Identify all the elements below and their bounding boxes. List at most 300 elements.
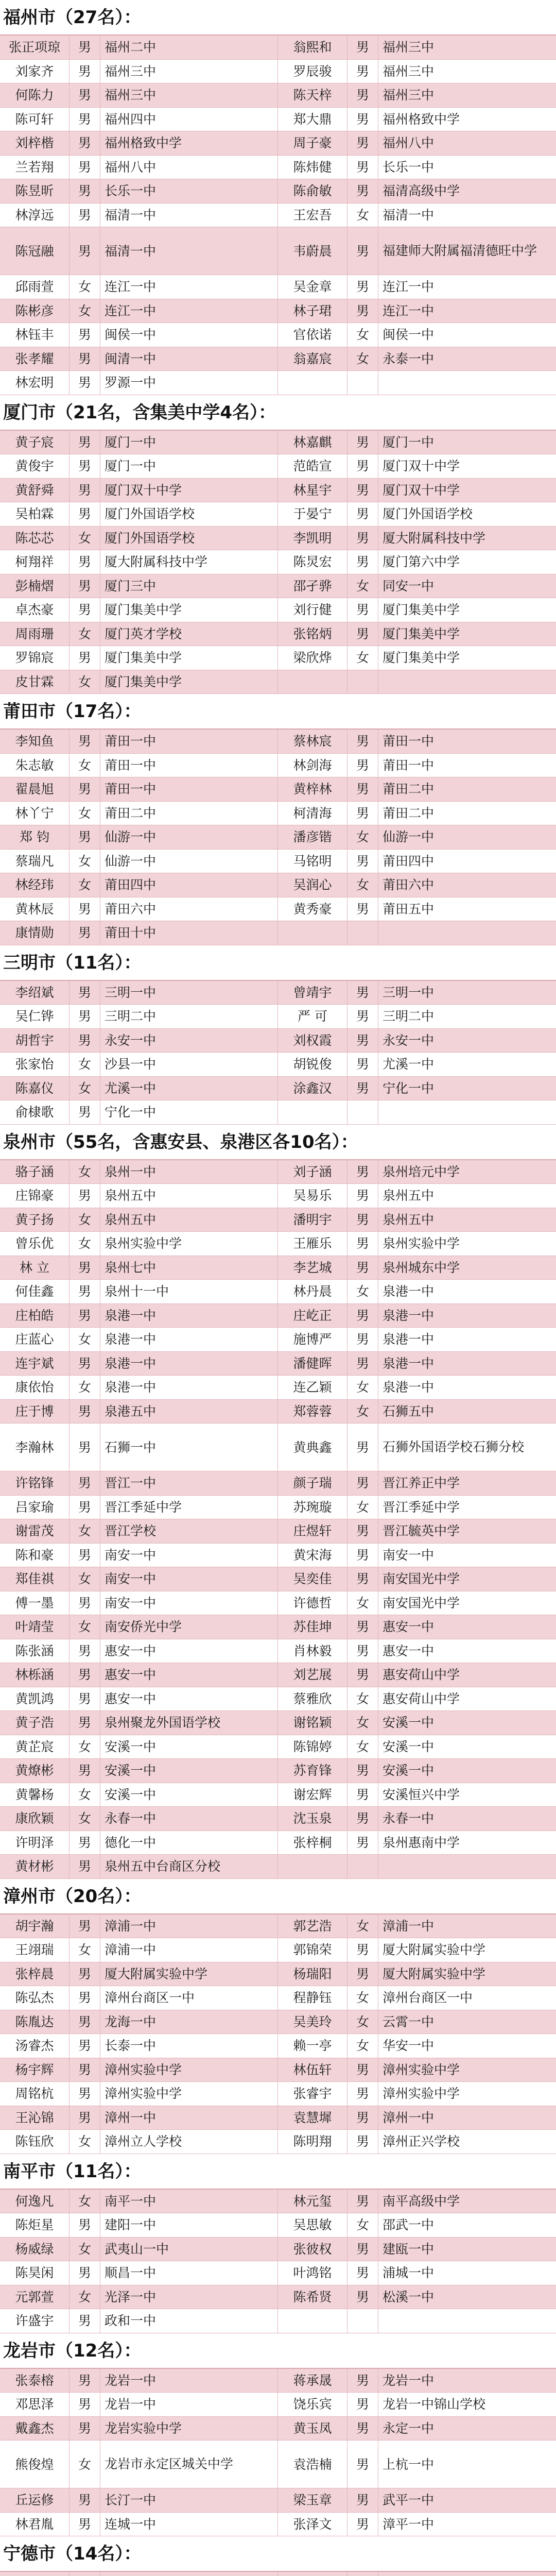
student-gender: 女 bbox=[70, 802, 100, 825]
table-row bbox=[0, 2106, 556, 2130]
student-gender: 男 bbox=[348, 227, 378, 275]
student-gender: 女 bbox=[348, 1735, 378, 1759]
student-gender: 男 bbox=[70, 431, 100, 454]
student-name: 林伍轩 bbox=[278, 2058, 348, 2082]
student-gender: 男 bbox=[348, 527, 378, 550]
student-gender: 男 bbox=[348, 2393, 378, 2416]
table-row bbox=[0, 1711, 556, 1735]
table-row bbox=[0, 108, 556, 132]
student-gender: 女 bbox=[348, 2010, 378, 2034]
student-name: 吕家瑜 bbox=[0, 1496, 70, 1519]
student-school: 南安国光中学 bbox=[383, 1595, 460, 1611]
student-gender: 男 bbox=[70, 502, 100, 526]
student-school: 永安一中 bbox=[100, 1029, 278, 1053]
student-name: 施博严 bbox=[278, 1328, 348, 1351]
student-school: 泉州五中 bbox=[100, 1208, 278, 1232]
table-row bbox=[0, 2058, 556, 2082]
student-gender: 女 bbox=[70, 2238, 100, 2261]
student-name: 何佳鑫 bbox=[0, 1280, 70, 1303]
student-name: 谢铭颖 bbox=[278, 1711, 348, 1735]
student-school: 莆田一中 bbox=[100, 730, 278, 753]
student-school: 福清高级中学 bbox=[383, 183, 460, 198]
student-gender: 男 bbox=[70, 981, 100, 1005]
student-gender: 女 bbox=[348, 2213, 378, 2237]
student-gender: 女 bbox=[70, 2190, 100, 2213]
student-school: 福州八中 bbox=[100, 156, 278, 179]
student-gender: 女 bbox=[348, 2034, 378, 2058]
student-name: 戴鑫杰 bbox=[0, 2417, 70, 2441]
student-school: 厦门集美中学 bbox=[383, 626, 460, 641]
table-row bbox=[0, 179, 556, 204]
student-name: 李凯明 bbox=[278, 527, 348, 550]
student-name: 康情勋 bbox=[0, 921, 70, 945]
student-name: 赖一亭 bbox=[278, 2034, 348, 2058]
student-school: 福州格致中学 bbox=[100, 131, 278, 155]
student-name: 周雨珊 bbox=[0, 622, 70, 646]
student-school: 上杭一中 bbox=[383, 2457, 435, 2472]
student-name: 郑佳祺 bbox=[0, 1567, 70, 1591]
student-name: 李瀚林 bbox=[0, 1423, 70, 1471]
student-name: 周铭杭 bbox=[0, 2082, 70, 2106]
student-school: 漳州正兴学校 bbox=[383, 2134, 460, 2149]
student-gender: 女 bbox=[70, 1615, 100, 1639]
table-row bbox=[0, 1986, 556, 2010]
student-school: 厦门三中 bbox=[100, 574, 278, 598]
student-gender: 男 bbox=[348, 1304, 378, 1328]
student-name: 何逸凡 bbox=[0, 2190, 70, 2213]
student-gender: 女 bbox=[70, 1567, 100, 1591]
student-school: 漳浦一中 bbox=[100, 1914, 278, 1938]
student-name: 邱雨萱 bbox=[0, 275, 70, 299]
student-name: 林星宇 bbox=[278, 479, 348, 502]
student-school: 南安国光中学 bbox=[383, 1571, 460, 1586]
student-gender: 女 bbox=[70, 873, 100, 897]
student-name: 黄凯鸿 bbox=[0, 1687, 70, 1711]
student-name: 黄子浩 bbox=[0, 1711, 70, 1735]
student-school: 安溪一中 bbox=[383, 1763, 435, 1778]
student-school: 石狮外国语学校石狮分校 bbox=[383, 1439, 525, 1454]
student-name: 吴润心 bbox=[278, 873, 348, 897]
student-gender: 男 bbox=[348, 2369, 378, 2393]
student-school: 福州八中 bbox=[383, 135, 435, 150]
student-school bbox=[378, 2572, 556, 2576]
table-row bbox=[0, 83, 556, 108]
student-name: 叶靖莹 bbox=[0, 1615, 70, 1639]
student-name: 陈锦婷 bbox=[278, 1735, 348, 1759]
student-school: 厦门英才学校 bbox=[100, 622, 278, 646]
student-gender: 男 bbox=[348, 1759, 378, 1783]
table-row bbox=[0, 1304, 556, 1328]
student-school: 泉州实验中学 bbox=[100, 1232, 278, 1256]
student-name: 林 立 bbox=[0, 1256, 70, 1280]
student-school: 石狮一中 bbox=[100, 1423, 278, 1471]
student-name: 陈炜健 bbox=[278, 156, 348, 179]
student-name: 庄于博 bbox=[0, 1400, 70, 1423]
student-gender: 男 bbox=[348, 1029, 378, 1053]
student-name: 梁玉章 bbox=[278, 2488, 348, 2512]
student-school: 泉港五中 bbox=[100, 1400, 278, 1423]
student-gender: 男 bbox=[348, 1232, 378, 1256]
student-school: 德化一中 bbox=[100, 1831, 278, 1855]
student-name: 于晏宁 bbox=[278, 502, 348, 526]
table-row bbox=[0, 1807, 556, 1831]
student-name: 皮甘霖 bbox=[0, 670, 70, 694]
student-school: 泉州十一中 bbox=[100, 1280, 278, 1303]
student-school: 漳州实验中学 bbox=[100, 2058, 278, 2082]
student-name bbox=[278, 371, 348, 395]
student-school: 长汀一中 bbox=[100, 2488, 278, 2512]
student-gender: 男 bbox=[348, 2058, 378, 2082]
student-school: 闽清一中 bbox=[100, 347, 278, 371]
student-gender: 女 bbox=[70, 1519, 100, 1543]
student-school: 漳州实验中学 bbox=[383, 2062, 460, 2077]
student-gender: 男 bbox=[348, 1208, 378, 1232]
student-gender: 女 bbox=[70, 1053, 100, 1076]
student-gender: 男 bbox=[348, 83, 378, 107]
student-gender: 男 bbox=[348, 36, 378, 59]
student-gender: 男 bbox=[348, 131, 378, 155]
table-row bbox=[0, 371, 556, 395]
student-school: 厦大附属实验中学 bbox=[383, 1942, 486, 1957]
student-gender: 男 bbox=[70, 921, 100, 945]
student-school: 光泽一中 bbox=[100, 2285, 278, 2309]
student-gender: 男 bbox=[70, 598, 100, 622]
student-gender: 女 bbox=[70, 1376, 100, 1399]
student-name: 吴美玲 bbox=[278, 2010, 348, 2034]
student-name: 柯翔祥 bbox=[0, 550, 70, 574]
student-name: 陈和豪 bbox=[0, 1544, 70, 1567]
student-school: 华安一中 bbox=[383, 2038, 435, 2053]
student-gender: 男 bbox=[70, 1663, 100, 1687]
student-school: 莆田四中 bbox=[100, 873, 278, 897]
student-school: 泉港一中 bbox=[100, 1304, 278, 1328]
student-name: 黄燎彬 bbox=[0, 1759, 70, 1783]
student-name: 许盛宇 bbox=[0, 2309, 70, 2333]
student-school: 尤溪一中 bbox=[383, 1057, 435, 1072]
student-name: 庄蓝心 bbox=[0, 1328, 70, 1351]
student-gender: 男 bbox=[348, 1184, 378, 1208]
student-name: 杨宇辉 bbox=[0, 2058, 70, 2082]
student-school: 福清一中 bbox=[383, 207, 435, 223]
student-school: 漳浦一中 bbox=[100, 1938, 278, 1962]
student-school: 南安侨光中学 bbox=[100, 1615, 278, 1639]
student-gender: 女 bbox=[70, 2130, 100, 2154]
student-gender: 男 bbox=[348, 1077, 378, 1100]
student-gender: 男 bbox=[70, 36, 100, 59]
student-school: 泉港一中 bbox=[100, 1328, 278, 1351]
student-gender: 男 bbox=[348, 1352, 378, 1376]
student-school: 莆田四中 bbox=[383, 853, 435, 869]
table-row bbox=[0, 1567, 556, 1591]
student-name: 陈俞敏 bbox=[278, 179, 348, 203]
student-name: 蔡林宸 bbox=[278, 730, 348, 753]
table-row bbox=[0, 2238, 556, 2262]
student-gender: 女 bbox=[348, 347, 378, 371]
student-gender: 男 bbox=[348, 299, 378, 323]
table-row bbox=[0, 1005, 556, 1029]
table-row bbox=[0, 2213, 556, 2238]
student-name: 林嘉麒 bbox=[278, 431, 348, 454]
student-school: 厦大附属实验中学 bbox=[383, 1966, 486, 1981]
student-gender: 男 bbox=[70, 347, 100, 371]
student-gender: 女 bbox=[70, 622, 100, 646]
table-row bbox=[0, 2572, 556, 2576]
table-row bbox=[0, 275, 556, 299]
table-row bbox=[0, 1759, 556, 1783]
section-header: 宁德市（14名）： bbox=[0, 2536, 556, 2572]
student-name: 刘艺展 bbox=[278, 1663, 348, 1687]
student-school: 泉州实验中学 bbox=[383, 1236, 460, 1251]
student-name: 连乙颖 bbox=[278, 1376, 348, 1399]
table-row bbox=[0, 1376, 556, 1400]
student-gender: 男 bbox=[70, 156, 100, 179]
student-name: 张彼权 bbox=[278, 2238, 348, 2261]
student-school: 厦门外国语学校 bbox=[100, 502, 278, 526]
student-gender: 男 bbox=[348, 897, 378, 921]
student-name: 邵孑骅 bbox=[278, 574, 348, 598]
student-gender: 女 bbox=[348, 574, 378, 598]
student-gender: 女 bbox=[348, 1376, 378, 1399]
student-name: 吴柏霖 bbox=[0, 502, 70, 526]
student-school bbox=[100, 2572, 278, 2576]
table-row bbox=[0, 1831, 556, 1855]
table-row bbox=[0, 1615, 556, 1639]
student-school: 惠安荷山中学 bbox=[383, 1691, 460, 1706]
student-gender: 男 bbox=[70, 2058, 100, 2082]
table-row bbox=[0, 622, 556, 647]
student-school: 泉港一中 bbox=[383, 1332, 435, 1347]
student-gender: 女 bbox=[70, 2441, 100, 2488]
student-name: 郑蓉蓉 bbox=[278, 1400, 348, 1423]
student-school: 闽侯一中 bbox=[100, 323, 278, 347]
student-name: 兰若翔 bbox=[0, 156, 70, 179]
student-gender: 女 bbox=[348, 825, 378, 849]
student-gender: 男 bbox=[70, 2417, 100, 2441]
table-row bbox=[0, 2309, 556, 2333]
student-name: 胡哲宇 bbox=[0, 1029, 70, 1053]
student-school: 龙岩一中 bbox=[100, 2393, 278, 2416]
student-name: 张孝耀 bbox=[0, 347, 70, 371]
student-gender: 女 bbox=[70, 1807, 100, 1831]
student-gender: 男 bbox=[348, 550, 378, 574]
section-header: 南平市（11名）： bbox=[0, 2154, 556, 2190]
table-row bbox=[0, 550, 556, 574]
student-school: 云霄一中 bbox=[383, 2014, 435, 2029]
student-gender: 女 bbox=[70, 299, 100, 323]
student-gender: 男 bbox=[348, 754, 378, 777]
student-name: 黄典鑫 bbox=[278, 1423, 348, 1471]
student-name: 王雁乐 bbox=[278, 1232, 348, 1256]
student-gender: 男 bbox=[70, 1352, 100, 1376]
student-name: 黄玉凤 bbox=[278, 2417, 348, 2441]
student-name: 吴易乐 bbox=[278, 1184, 348, 1208]
student-gender: 男 bbox=[348, 2238, 378, 2261]
student-school: 泉港一中 bbox=[383, 1308, 435, 1323]
student-school: 泉州五中 bbox=[383, 1188, 435, 1203]
student-school bbox=[378, 670, 556, 694]
student-gender: 男 bbox=[348, 1567, 378, 1591]
student-name: 丘运修 bbox=[0, 2488, 70, 2512]
table-row bbox=[0, 730, 556, 754]
student-name: 庄煜轩 bbox=[278, 1519, 348, 1543]
student-gender: 男 bbox=[348, 1639, 378, 1663]
student-name: 蒋承晟 bbox=[278, 2369, 348, 2393]
student-name: 陈昱昕 bbox=[0, 179, 70, 203]
student-gender: 男 bbox=[348, 1615, 378, 1639]
student-gender: 男 bbox=[70, 371, 100, 395]
student-school: 漳州台商区一中 bbox=[100, 1986, 278, 2010]
student-gender: 女 bbox=[348, 1687, 378, 1711]
student-name: 林丹晨 bbox=[278, 1280, 348, 1303]
student-school: 莆田二中 bbox=[100, 802, 278, 825]
student-gender: 男 bbox=[348, 1328, 378, 1351]
table-row bbox=[0, 1855, 556, 1879]
student-gender: 男 bbox=[70, 1639, 100, 1663]
table-row bbox=[0, 479, 556, 503]
student-gender: 男 bbox=[70, 1544, 100, 1567]
student-name: 颜子瑞 bbox=[278, 1471, 348, 1495]
student-school: 泉港一中 bbox=[383, 1380, 435, 1395]
student-gender: 男 bbox=[70, 897, 100, 921]
student-name: 黄秀豪 bbox=[278, 897, 348, 921]
student-gender: 男 bbox=[70, 1591, 100, 1615]
student-name: 吴金章 bbox=[278, 275, 348, 299]
student-name: 陈胤达 bbox=[0, 2010, 70, 2034]
table-row bbox=[0, 1663, 556, 1687]
student-gender: 男 bbox=[70, 2309, 100, 2333]
student-name: 黄馨杨 bbox=[0, 1783, 70, 1807]
student-name: 林栎涵 bbox=[0, 1663, 70, 1687]
student-school: 松溪一中 bbox=[383, 2289, 435, 2304]
table-row bbox=[0, 1938, 556, 1962]
student-name: 张家怡 bbox=[0, 1053, 70, 1076]
table-row bbox=[0, 131, 556, 156]
student-name: 陈希贤 bbox=[278, 2285, 348, 2309]
student-gender: 男 bbox=[70, 646, 100, 670]
student-gender: 男 bbox=[70, 227, 100, 275]
student-gender bbox=[348, 371, 378, 395]
student-name: 汤睿杰 bbox=[0, 2034, 70, 2058]
table-row bbox=[0, 873, 556, 897]
table-row bbox=[0, 1471, 556, 1496]
student-name: 张梓晨 bbox=[0, 1962, 70, 1986]
student-gender: 男 bbox=[348, 2261, 378, 2285]
student-name: 黄林辰 bbox=[0, 897, 70, 921]
student-gender: 男 bbox=[348, 2441, 378, 2488]
student-gender: 男 bbox=[348, 802, 378, 825]
student-gender: 男 bbox=[348, 1160, 378, 1184]
student-name: 骆子涵 bbox=[0, 1160, 70, 1184]
student-gender: 男 bbox=[348, 2417, 378, 2441]
student-school bbox=[378, 371, 556, 395]
student-school: 莆田二中 bbox=[383, 782, 435, 796]
student-school: 永春一中 bbox=[383, 1811, 435, 1826]
student-name: 潘彦锴 bbox=[278, 825, 348, 849]
student-gender: 男 bbox=[70, 2034, 100, 2058]
student-school: 建瓯一中 bbox=[383, 2241, 435, 2257]
student-school: 武夷山一中 bbox=[100, 2238, 278, 2261]
student-gender bbox=[348, 1855, 378, 1878]
student-name: 谢雷茂 bbox=[0, 1519, 70, 1543]
table-row bbox=[0, 156, 556, 180]
student-school bbox=[378, 1855, 556, 1878]
student-school: 厦门双十中学 bbox=[383, 459, 460, 473]
student-school: 仙游一中 bbox=[383, 829, 435, 844]
student-gender: 女 bbox=[70, 1735, 100, 1759]
student-gender: 女 bbox=[70, 527, 100, 550]
table-row bbox=[0, 2034, 556, 2058]
student-name: 王翊瑞 bbox=[0, 1938, 70, 1962]
student-gender: 男 bbox=[70, 1759, 100, 1783]
student-name: 刘梓楷 bbox=[0, 131, 70, 155]
student-name: 黄子宸 bbox=[0, 431, 70, 454]
student-school bbox=[378, 1100, 556, 1124]
student-name: 张铭炳 bbox=[278, 622, 348, 646]
student-gender: 男 bbox=[70, 1304, 100, 1328]
student-name: 肖林毅 bbox=[278, 1639, 348, 1663]
student-gender: 女 bbox=[70, 1077, 100, 1100]
student-name: 刘家齐 bbox=[0, 60, 70, 83]
student-name: 郑大鼎 bbox=[278, 108, 348, 131]
student-name: 蔡雅欣 bbox=[278, 1687, 348, 1711]
student-school: 莆田一中 bbox=[383, 757, 435, 773]
table-row bbox=[0, 670, 556, 694]
student-name: 黄材彬 bbox=[0, 1855, 70, 1878]
student-name bbox=[278, 1855, 348, 1878]
table-row bbox=[0, 1352, 556, 1376]
student-name: 连宇斌 bbox=[0, 1352, 70, 1376]
student-name: 邓思泽 bbox=[0, 2393, 70, 2416]
student-name: 黄俊宇 bbox=[0, 454, 70, 478]
student-school: 尤溪一中 bbox=[100, 1077, 278, 1100]
student-gender: 男 bbox=[348, 179, 378, 203]
student-name: 许德哲 bbox=[278, 1591, 348, 1615]
student-school: 泉州五中 bbox=[100, 1184, 278, 1208]
student-school: 长乐一中 bbox=[383, 159, 435, 175]
student-gender: 男 bbox=[70, 1831, 100, 1855]
student-name: 陈天梓 bbox=[278, 83, 348, 107]
student-school: 惠安一中 bbox=[383, 1619, 435, 1634]
student-gender: 男 bbox=[348, 1053, 378, 1076]
student-gender: 女 bbox=[70, 275, 100, 299]
student-school: 宁化一中 bbox=[100, 1100, 278, 1124]
student-name: 何陈力 bbox=[0, 83, 70, 107]
student-school: 厦门双十中学 bbox=[383, 482, 460, 498]
student-name: 李知鱼 bbox=[0, 730, 70, 753]
table-row bbox=[0, 60, 556, 84]
student-name: 郭锦荣 bbox=[278, 1938, 348, 1962]
student-name: 俞棣歌 bbox=[0, 1100, 70, 1124]
student-gender: 男 bbox=[348, 2130, 378, 2154]
student-school: 永定一中 bbox=[383, 2420, 435, 2436]
student-gender: 男 bbox=[70, 730, 100, 753]
student-name: 范皓宣 bbox=[278, 454, 348, 478]
student-gender: 男 bbox=[348, 1423, 378, 1471]
table-row bbox=[0, 1544, 556, 1568]
table-row bbox=[0, 2082, 556, 2106]
student-name: 程静钰 bbox=[278, 1986, 348, 2010]
student-school: 晋江养正中学 bbox=[383, 1476, 460, 1490]
student-name: 林元玺 bbox=[278, 2190, 348, 2213]
student-name: 杨威绿 bbox=[0, 2238, 70, 2261]
student-school: 厦门外国语学校 bbox=[100, 527, 278, 550]
student-school: 龙岩实验中学 bbox=[100, 2417, 278, 2441]
table-row bbox=[0, 574, 556, 599]
student-name: 沈玉泉 bbox=[278, 1807, 348, 1831]
student-gender: 男 bbox=[348, 502, 378, 526]
table-row bbox=[0, 2010, 556, 2035]
student-gender: 女 bbox=[70, 754, 100, 777]
